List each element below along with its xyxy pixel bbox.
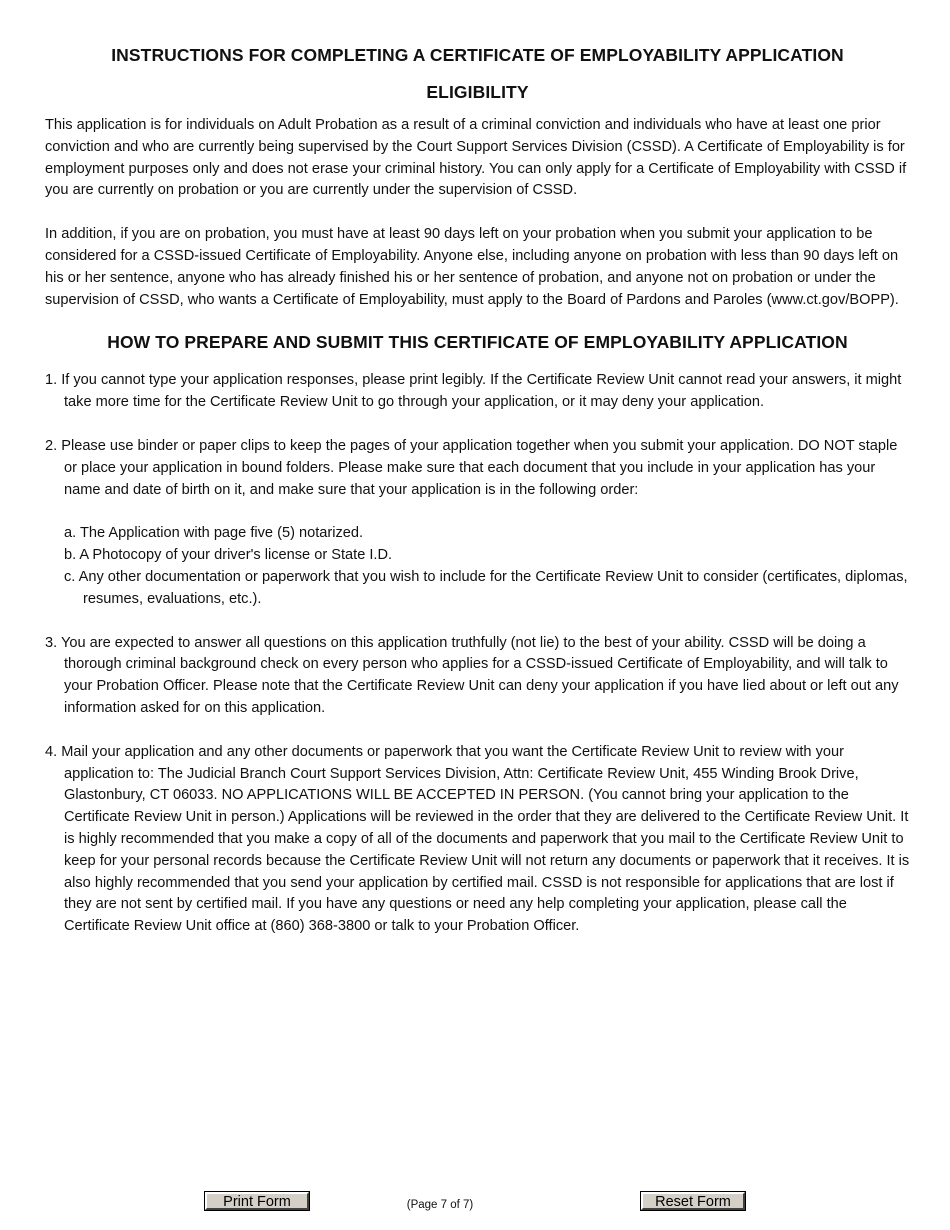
eligibility-paragraph: In addition, if you are on probation, you must have at least 90 days left on your probation when you submit your application to be considered for a CSSD-issued Certificate of Employability. Anyone else, including anyone on probation with less than 90 days left on his or her sentence, anyone who has already finished his or her sentence of probation, and anyone not on probation or under the supervision of CSSD, who wants a Certificate of Employability, must apply to the Board of Pardons and Paroles (www.ct.gov/BOPP). — [45, 226, 899, 308]
how-to-heading: HOW TO PREPARE AND SUBMIT THIS CERTIFICATE OF EMPLOYABILITY APPLICATION — [107, 332, 848, 353]
instruction-item: 2. Please use binder or paper clips to keep the pages of your application together when you submit your application. DO NOT staple or place your application in bound folders. Please make sure that each document that you include in your application has your name and date of birth on it, and make sure that your application is in the following order: — [45, 437, 898, 498]
eligibility-paragraph: This application is for individuals on Adult Probation as a result of a criminal conviction and individuals who have at least one prior conviction and who are currently being supervised by the Court Support Services Division (CSSD). A Certificate of Employability is for employment purposes only and does not erase your criminal history. You can only apply for a Certificate of Employability with CSSD if you are currently on probation or you are currently under the supervision of CSSD. — [45, 117, 907, 199]
instruction-item: 3. You are expected to answer all questions on this application truthfully (not lie) to the best of your ability. CSSD will be doing a thorough criminal background check on every person who applies for a CSSD-issued Certificate of Employability, and will talk to your Probation Officer. Please note that the Certificate Review Unit can deny your application if you have lied about or left out any information asked for on this application. — [45, 634, 899, 716]
document-order-item: a. The Application with page five (5) notarized. — [64, 525, 364, 542]
document-order-item: c. Any other documentation or paperwork that you wish to include for the Certificate Review Unit to consider (certificates, diplomas, resumes, evaluations, etc.). — [64, 568, 908, 607]
document-page — [45, 0, 910, 938]
reset-form-button[interactable]: Reset Form — [641, 1192, 745, 1210]
page-number: (Page 7 of 7) — [406, 1199, 474, 1211]
document-order-item: b. A Photocopy of your driver's license or State I.D. — [64, 547, 393, 564]
document-title: INSTRUCTIONS FOR COMPLETING A CERTIFICATE OF EMPLOYABILITY APPLICATION — [111, 45, 844, 65]
eligibility-heading: ELIGIBILITY — [426, 82, 529, 102]
print-form-button[interactable]: Print Form — [205, 1192, 309, 1210]
document-order-list — [45, 523, 910, 610]
instruction-item: 1. If you cannot type your application responses, please print legibly. If the Certificate Review Unit cannot read your answers, it might take more time for the Certificate Review Unit to go through your application, or it may deny your application. — [45, 372, 902, 411]
instruction-item: 4. Mail your application and any other documents or paperwork that you want the Certificate Review Unit to review with your application to: The Judicial Branch Court Support Services Division, Attn: Certificate Review Unit, 455 Winding Brook Drive, Glastonbury, CT 06033. NO APPLICATIONS WILL BE ACCEPTED IN PERSON. (You cannot bring your application to the Certificate Review Unit in person.) Applications will be reviewed in the order that they are delivered to the Certificate Review Unit. It is highly recommended that you make a copy of all of the documents and paperwork that you mail to the Certificate Review Unit to keep for your personal records because the Certificate Review Unit will not return any documents or paperwork that it receives. It is also highly recommended that you send your application by certified mail. CSSD is not responsible for applications that are lost if they are not sent by certified mail. If you have any questions or need any help completing your application, please call the Certificate Review Unit office at (860) 368-3800 or talk to your Probation Officer. — [45, 743, 910, 935]
